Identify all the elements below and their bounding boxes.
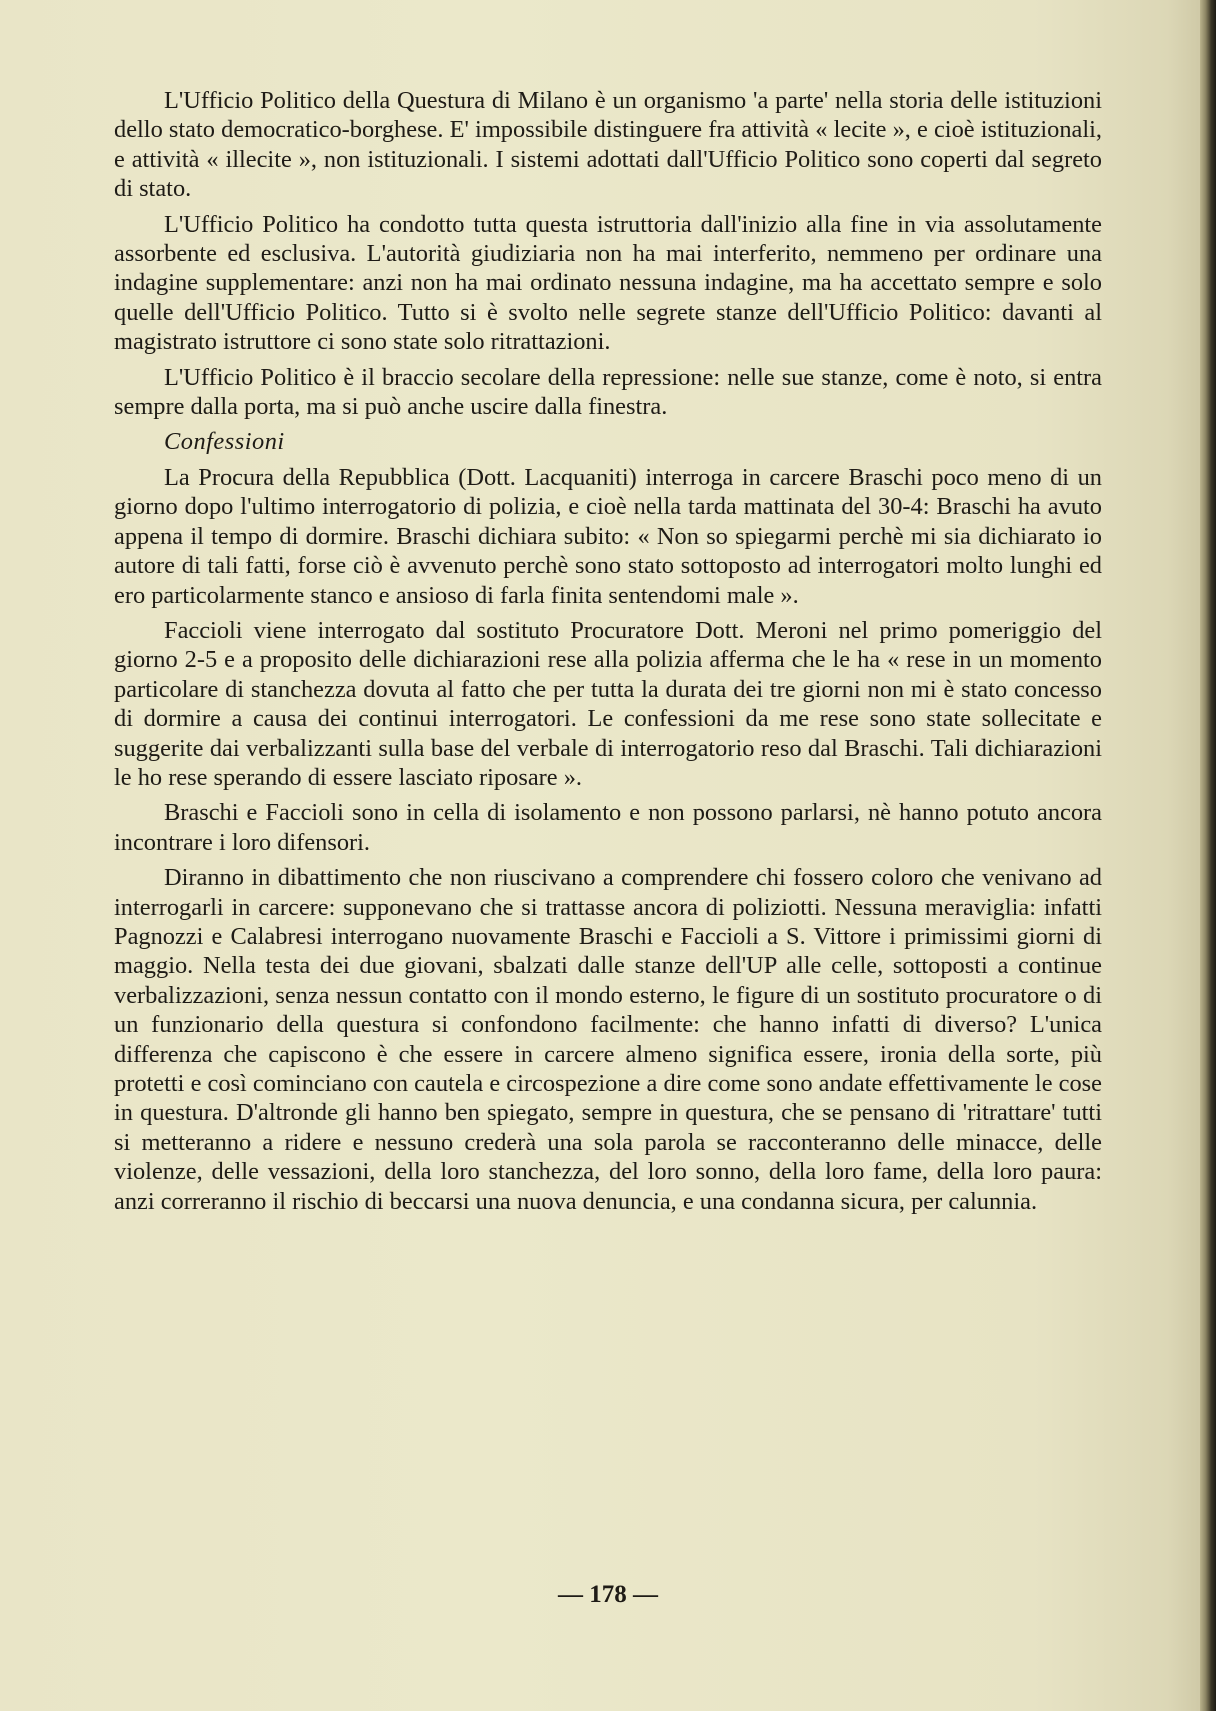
paragraph: Faccioli viene interrogato dal sostituto Procuratore Dott. Meroni nel primo pomeriggio del giorno 2-5 e a proposito delle dichiarazioni rese alla polizia afferma che le ha « rese in un momento particolare di stanchezza dovuta al fatto che per tutta la durata dei tre giorni non mi è stato concesso di dormire a causa dei continui interrogatori. Le confessioni da me rese sono state sollecitate e suggerite dai verbalizzanti sulla base del verbale di interrogatorio reso dal Braschi. Tali dichiarazioni le ho rese sperando di essere lasciato riposare ». bbox=[114, 616, 1102, 791]
book-binding-edge bbox=[1200, 0, 1216, 1711]
section-heading: Confessioni bbox=[164, 428, 285, 456]
paragraph: Diranno in dibattimento che non riuscivano a comprendere chi fossero coloro che venivano ad interrogarli in carcere: supponevano che si trattasse ancora di poliziotti. Nessuna meraviglia: infatti Pagnozzi e Calabresi interrogano nuovamente Braschi e Faccioli a S. Vittore i primissimi giorni di maggio. Nella testa dei due giovani, sbalzati dalle stanze dell'UP alle celle, sottoposti a continue verbalizzazioni, senza nessun contatto con il mondo esterno, le figure di un sostituto procuratore o di un funzionario della questura si confondono facilmente: che hanno infatti di diverso? L'unica differenza che capiscono è che essere in carcere almeno significa essere, ironia della sorte, più protetti e così cominciano con cautela e circospezione a dire come sono andate effettivamente le cose in questura. D'altronde gli hanno ben spiegato, sempre in questura, che se pensano di 'ritrattare' tutti si metteranno a ridere e nessuno crederà una sola parola se racconteranno delle minacce, delle violenze, delle vessazioni, della loro stanchezza, del loro sonno, della loro fame, della loro paura: anzi correranno il rischio di beccarsi una nuova denuncia, e una condanna sicura, per calunnia. bbox=[114, 864, 1102, 1215]
paragraph: L'Ufficio Politico della Questura di Milano è un organismo 'a parte' nella storia delle istituzioni dello stato democratico-borghese. E' impossibile distinguere fra attività « lecite », e cioè istituzionali, e attività « illecite », non istituzionali. I sistemi adottati dall'Ufficio Politico sono coperti dal segreto di stato. bbox=[114, 87, 1102, 203]
page-number: — 178 — bbox=[558, 1581, 658, 1608]
paragraph: L'Ufficio Politico è il braccio secolare della repressione: nelle sue stanze, come è noto, si entra sempre dalla porta, ma si può anche uscire dalla finestra. bbox=[114, 363, 1102, 421]
paragraph: L'Ufficio Politico ha condotto tutta questa istruttoria dall'inizio alla fine in via assolutamente assorbente ed esclusiva. L'autorità giudiziaria non ha mai interferito, nemmeno per ordinare una indagine supplementare: anzi non ha mai ordinato nessuna indagine, ma ha accettato sempre e solo quelle dell'Ufficio Politico. Tutto si è svolto nelle segrete stanze dell'Ufficio Politico: davanti al magistrato istruttore ci sono state solo ritrattazioni. bbox=[114, 210, 1102, 356]
paragraph: Braschi e Faccioli sono in cella di isolamento e non possono parlarsi, nè hanno potuto ancora incontrare i loro difensori. bbox=[114, 799, 1102, 856]
paragraph: La Procura della Repubblica (Dott. Lacquaniti) interroga in carcere Braschi poco meno di un giorno dopo l'ultimo interrogatorio di polizia, e cioè nella tarda mattinata del 30-4: Braschi ha avuto appena il tempo di dormire. Braschi dichiara subito: « Non so spiegarmi perchè mi sia dichiarato io autore di tali fatti, forse ciò è avvenuto perchè sono stato sottoposto ad interrogatori molto lunghi ed ero particolarmente stanco e ansioso di farla finita sentendomi male ». bbox=[114, 463, 1102, 609]
page-body bbox=[114, 86, 1102, 1222]
